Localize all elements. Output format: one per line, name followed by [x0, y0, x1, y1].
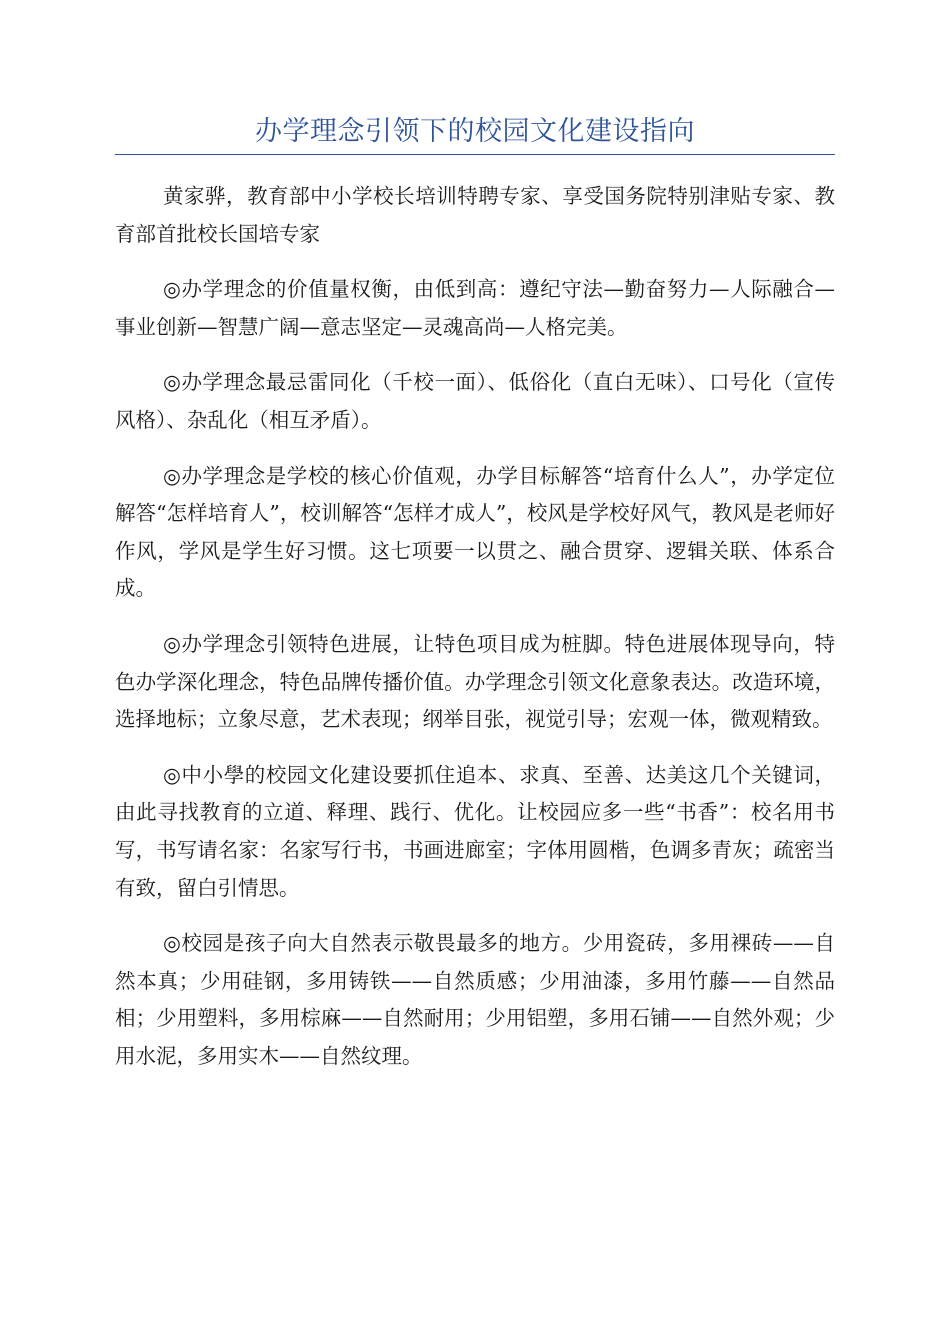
author-paragraph: 黄家骅，教育部中小学校长培训特聘专家、享受国务院特别津贴专家、教育部首批校长国培专家	[115, 184, 835, 246]
document-page	[115, 0, 835, 1093]
body-paragraph: ◎办学理念是学校的核心价值观，办学目标解答“培育什么人”，办学定位解答“怎样培育人”，校训解答“怎样才成人”，校风是学校好风气，教风是老师好作风，学风是学生好习惯。这七项要一以贯之、融合贯穿、逻辑关联、体系合成。	[115, 463, 835, 601]
body-paragraph: ◎办学理念最忌雷同化（千校一面）、低俗化（直白无味）、口号化（宣传风格）、杂乱化（相互矛盾）。	[115, 370, 835, 432]
body-paragraph: ◎校园是孩子向大自然表示敬畏最多的地方。少用瓷砖，多用裸砖——自然本真；少用硅钢，多用铸铁——自然质感；少用油漆，多用竹藤——自然品相；少用塑料，多用棕麻——自然耐用；少用铝塑，多用石铺——自然外观；少用水泥，多用实木——自然纹理。	[115, 931, 835, 1068]
body-paragraph: ◎办学理念的价值量权衡，由低到高：遵纪守法—勤奋努力—人际融合—事业创新—智慧广阔—意志坚定—灵魂高尚—人格完美。	[115, 277, 835, 339]
body-paragraph: ◎中小學的校园文化建设要抓住追本、求真、至善、达美这几个关键词，由此寻找教育的立道、释理、践行、优化。让校园应多一些“书香”：校名用书写，书写请名家：名家写行书，书画进廊室；字体用圆楷，色调多青灰；疏密当有致，留白引情思。	[115, 762, 835, 900]
document-title: 办学理念引领下的校园文化建设指向	[255, 116, 695, 147]
title-underline	[115, 154, 835, 155]
body-paragraph: ◎办学理念引领特色进展，让特色项目成为桩脚。特色进展体现导向，特色办学深化理念，特色品牌传播价值。办学理念引领文化意象表达。改造环境，选择地标；立象尽意，艺术表现；纲举目张，视觉引导；宏观一体，微观精致。	[115, 631, 835, 732]
document-body	[115, 178, 835, 1075]
